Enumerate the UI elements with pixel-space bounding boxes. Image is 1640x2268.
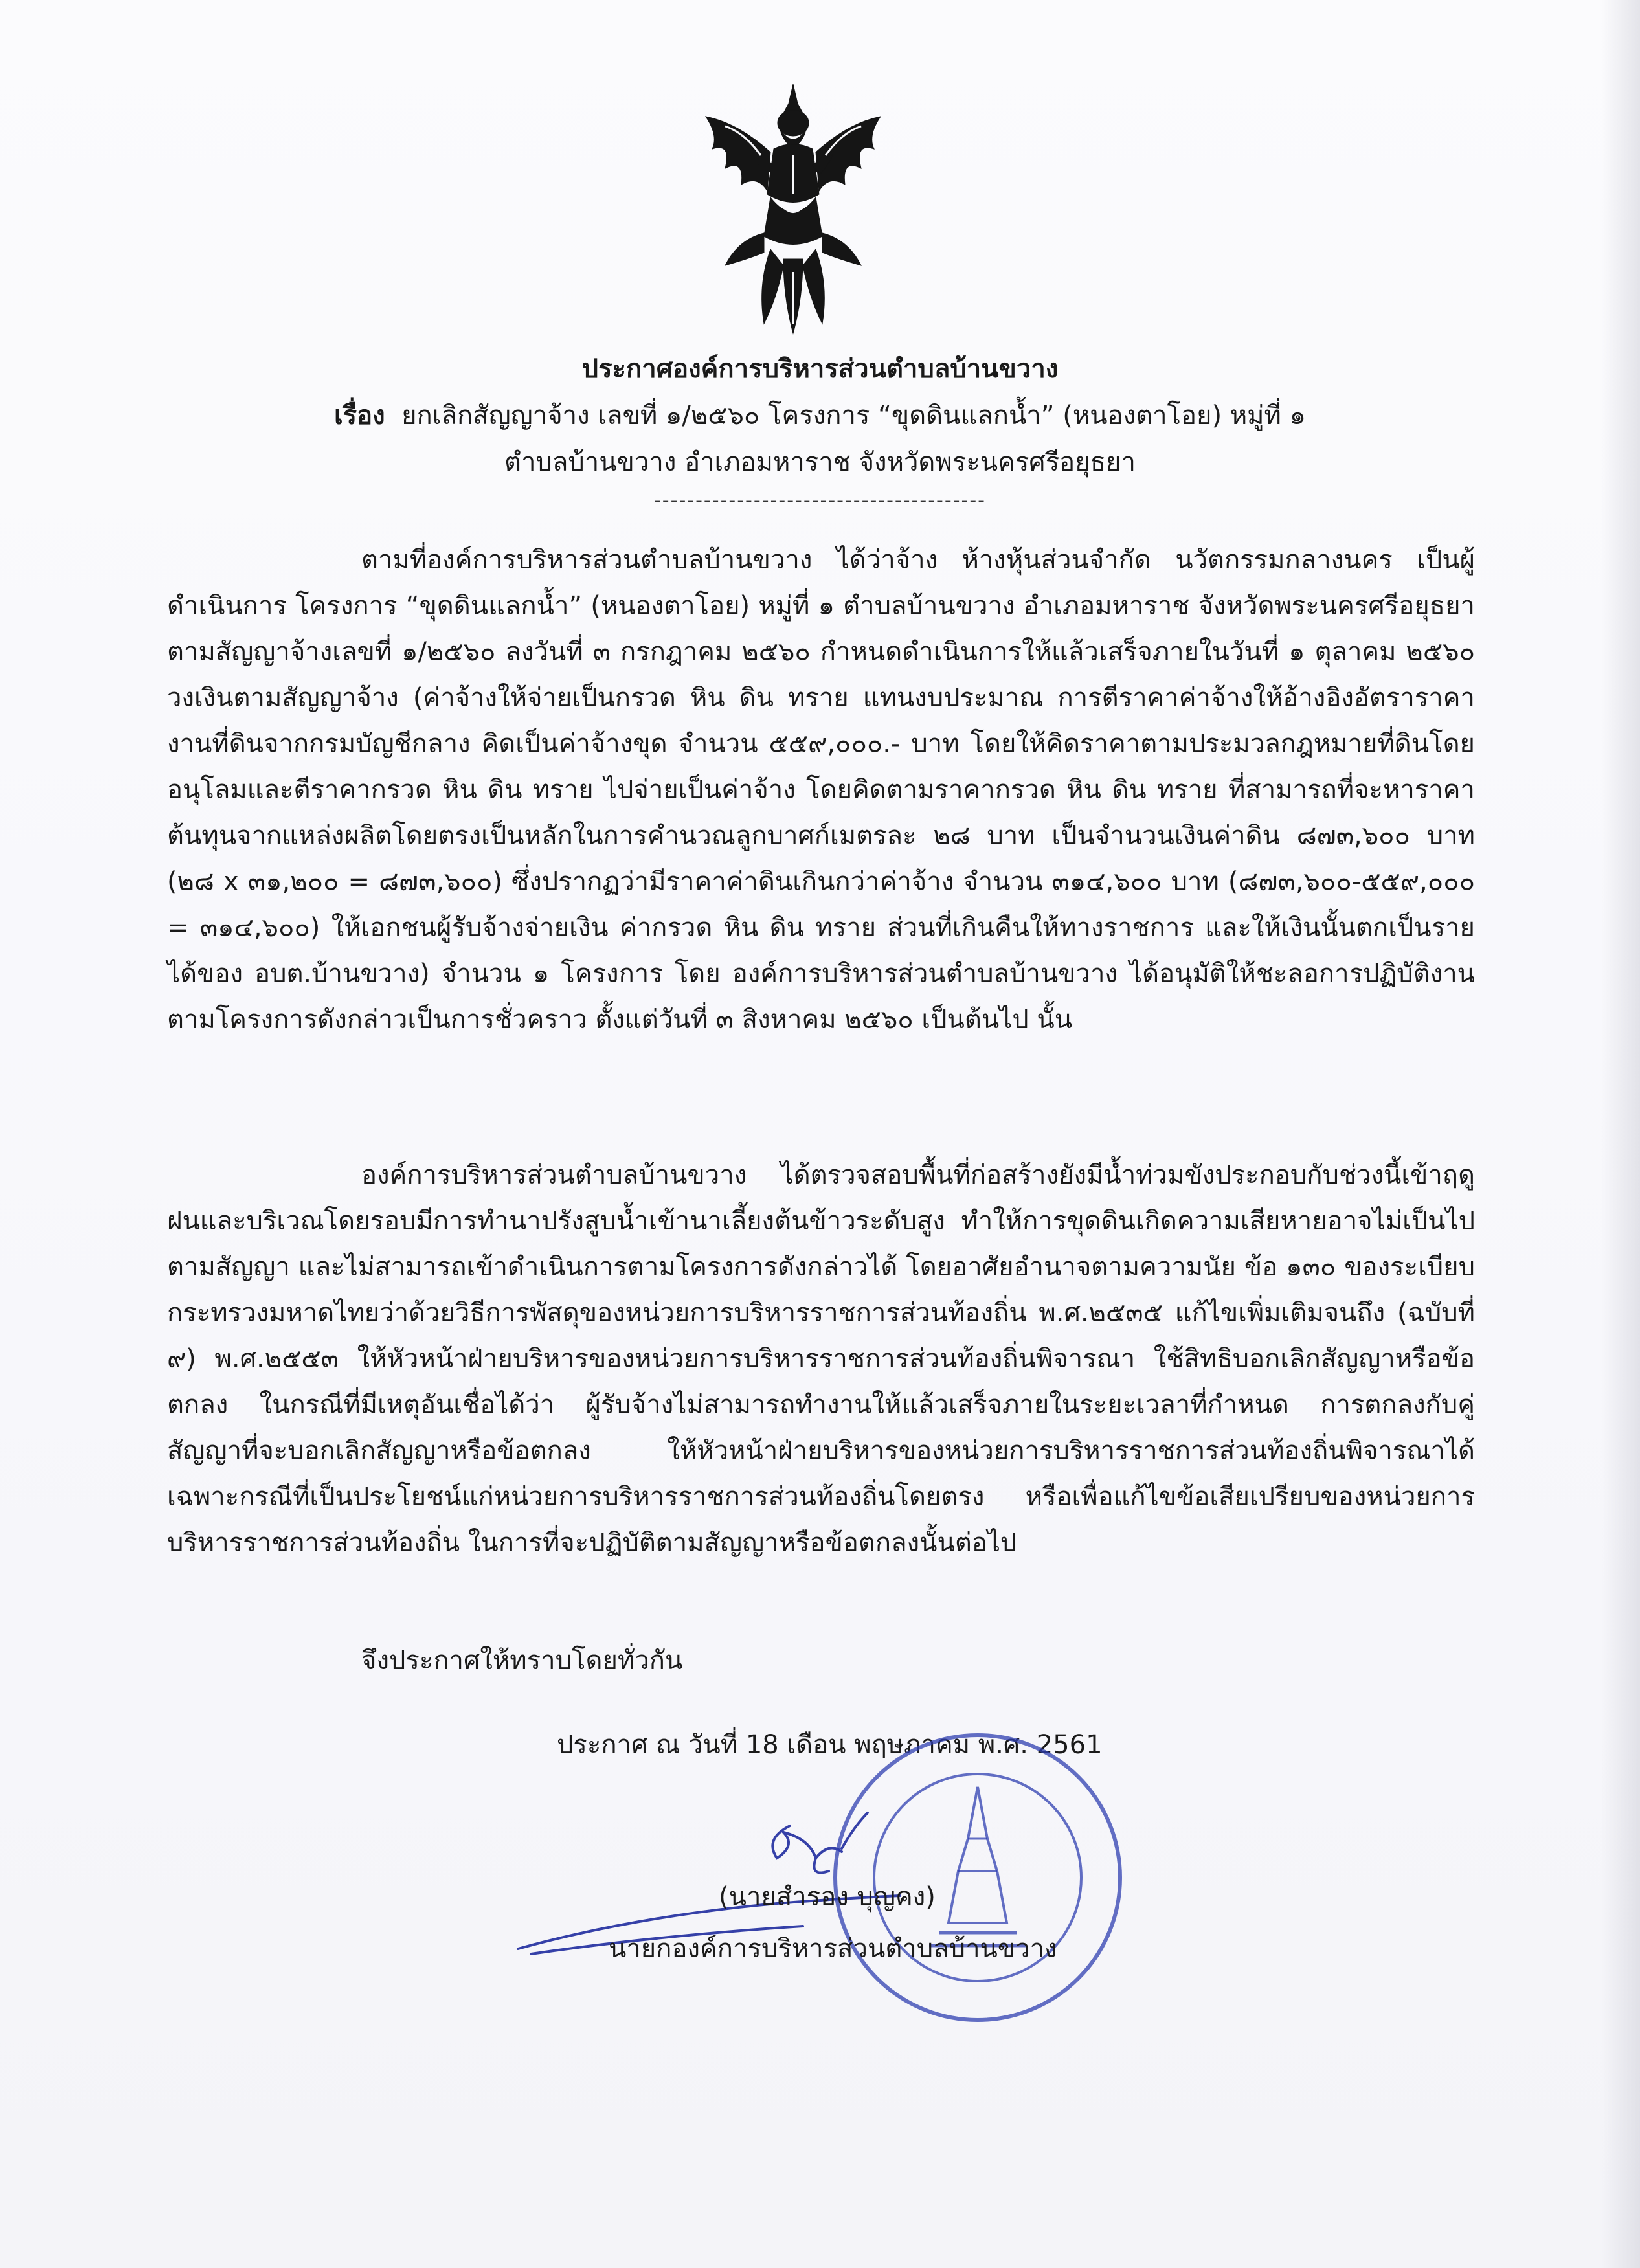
page-title: ประกาศองค์การบริหารส่วนตำบลบ้านขวาง: [581, 354, 1059, 384]
date-label: ประกาศ ณ วันที่: [557, 1730, 738, 1760]
subject-line-2: ตำบลบ้านขวาง อำเภอมหาราช จังหวัดพระนครศรีอยุธยา: [504, 447, 1136, 477]
subject-text: ยกเลิกสัญญาจ้าง เลขที่ ๑/๒๕๖๐ โครงการ “ขุดดินแลกน้ำ” (หนองตาโอย) หมู่ที่ ๑: [401, 401, 1307, 431]
body-paragraph-2: องค์การบริหารส่วนตำบลบ้านขวาง ได้ตรวจสอบพื้นที่ก่อสร้างยังมีน้ำท่วมขังประกอบกับช่วงนี้เข้าฤดูฝนและบริเวณโดยรอบมีการทำนาปรังสูบน้ำเข้านาเลี้ยงต้นข้าวระดับสูง ทำให้การขุดดินเกิดความเสียหายอาจไม่เป็นไปตามสัญญา และไม่สามารถเข้าดำเนินการตามโครงการดังกล่าวได้ โดยอาศัยอำนาจตามความนัย ข้อ ๑๓๐ ของระเบียบกระทรวงมหาดไทยว่าด้วยวิธีการพัสดุของหน่วยการบริหารราชการส่วนท้องถิ่น พ.ศ.๒๕๓๕ แก้ไขเพิ่มเติมจนถึง (ฉบับที่ ๙) พ.ศ.๒๕๕๓ ให้หัวหน้าฝ่ายบริหารของหน่วยการบริหารราชการส่วนท้องถิ่นพิจารณา ใช้สิทธิบอกเลิกสัญญาหรือข้อตกลง ในกรณีที่มีเหตุอันเชื่อได้ว่า ผู้รับจ้างไม่สามารถทำงานให้แล้วเสร็จภายในระยะเวลาที่กำหนด การตกลงกับคู่สัญญาที่จะบอกเลิกสัญญาหรือข้อตกลง ให้หัวหน้าฝ่ายบริหารของหน่วยการบริหารราชการส่วนท้องถิ่นพิจารณาได้เฉพาะกรณีที่เป็นประโยชน์แก่หน่วยการบริหารราชการส่วนท้องถิ่นโดยตรง หรือเพื่อแก้ไขข้อเสียเปรียบของหน่วยการบริหารราชการส่วนท้องถิ่น ในการที่จะปฏิบัติตามสัญญาหรือข้อตกลงนั้นต่อไป: [167, 1160, 1475, 1558]
body-paragraph-1: ตามที่องค์การบริหารส่วนตำบลบ้านขวาง ได้ว่าจ้าง ห้างหุ้นส่วนจำกัด นวัตกรรมกลางนคร เป็นผู้ดำเนินการ โครงการ “ขุดดินแลกน้ำ” (หนองตาโอย) หมู่ที่ ๑ ตำบลบ้านขวาง อำเภอมหาราช จังหวัดพระนครศรีอยุธยา ตามสัญญาจ้างเลขที่ ๑/๒๕๖๐ ลงวันที่ ๓ กรกฎาคม ๒๕๖๐ กำหนดดำเนินการให้แล้วเสร็จภายในวันที่ ๑ ตุลาคม ๒๕๖๐ วงเงินตามสัญญาจ้าง (ค่าจ้างให้จ่ายเป็นกรวด หิน ดิน ทราย แทนงบประมาณ การตีราคาค่าจ้างให้อ้างอิงอัตราราคางานที่ดินจากกรมบัญชีกลาง คิดเป็นค่าจ้างขุด จำนวน ๕๕๙,๐๐๐.- บาท โดยให้คิดราคาตามประมวลกฎหมายที่ดินโดยอนุโลมและตีราคากรวด หิน ดิน ทราย ไปจ่ายเป็นค่าจ้าง โดยคิดตามราคากรวด หิน ดิน ทราย ที่สามารถที่จะหาราคาต้นทุนจากแหล่งผลิตโดยตรงเป็นหลักในการคำนวณลูกบาศก์เมตรละ ๒๘ บาท เป็นจำนวนเงินค่าดิน ๘๗๓,๖๐๐ บาท (๒๘ x ๓๑,๒๐๐ = ๘๗๓,๖๐๐) ซึ่งปรากฏว่ามีราคาค่าดินเกินกว่าค่าจ้าง จำนวน ๓๑๔,๖๐๐ บาท (๘๗๓,๖๐๐-๕๕๙,๐๐๐ = ๓๑๔,๖๐๐) ให้เอกชนผู้รับจ้างจ่ายเงิน ค่ากรวด หิน ดิน ทราย ส่วนที่เกินคืนให้ทางราชการ และให้เงินนั้นตกเป็นรายได้ของ อบต.บ้านขวาง) จำนวน ๑ โครงการ โดย องค์การบริหารส่วนตำบลบ้านขวาง ได้อนุมัติให้ชะลอการปฏิบัติงานตามโครงการดังกล่าวเป็นการชั่วคราว ตั้งแต่วันที่ ๓ สิงหาคม ๒๕๖๐ เป็นต้นไป นั้น: [167, 545, 1475, 1035]
subject-label: เรื่อง: [333, 401, 385, 431]
signer-name: (นายสำรอง บุญคง): [719, 1882, 936, 1912]
subject-line: [0, 396, 1640, 435]
date-value: 18 เดือน พฤษภาคม พ.ศ. 2561: [745, 1730, 1103, 1760]
scan-edge-shadow: [1601, 0, 1640, 2268]
garuda-emblem-icon: [686, 78, 900, 337]
body-paragraph-3: จึงประกาศให้ทราบโดยทั่วกัน: [361, 1646, 683, 1676]
signer-title: นายกองค์การบริหารส่วนตำบลบ้านขวาง: [609, 1934, 1057, 1964]
header-divider: ----------------------------------------: [653, 489, 986, 512]
